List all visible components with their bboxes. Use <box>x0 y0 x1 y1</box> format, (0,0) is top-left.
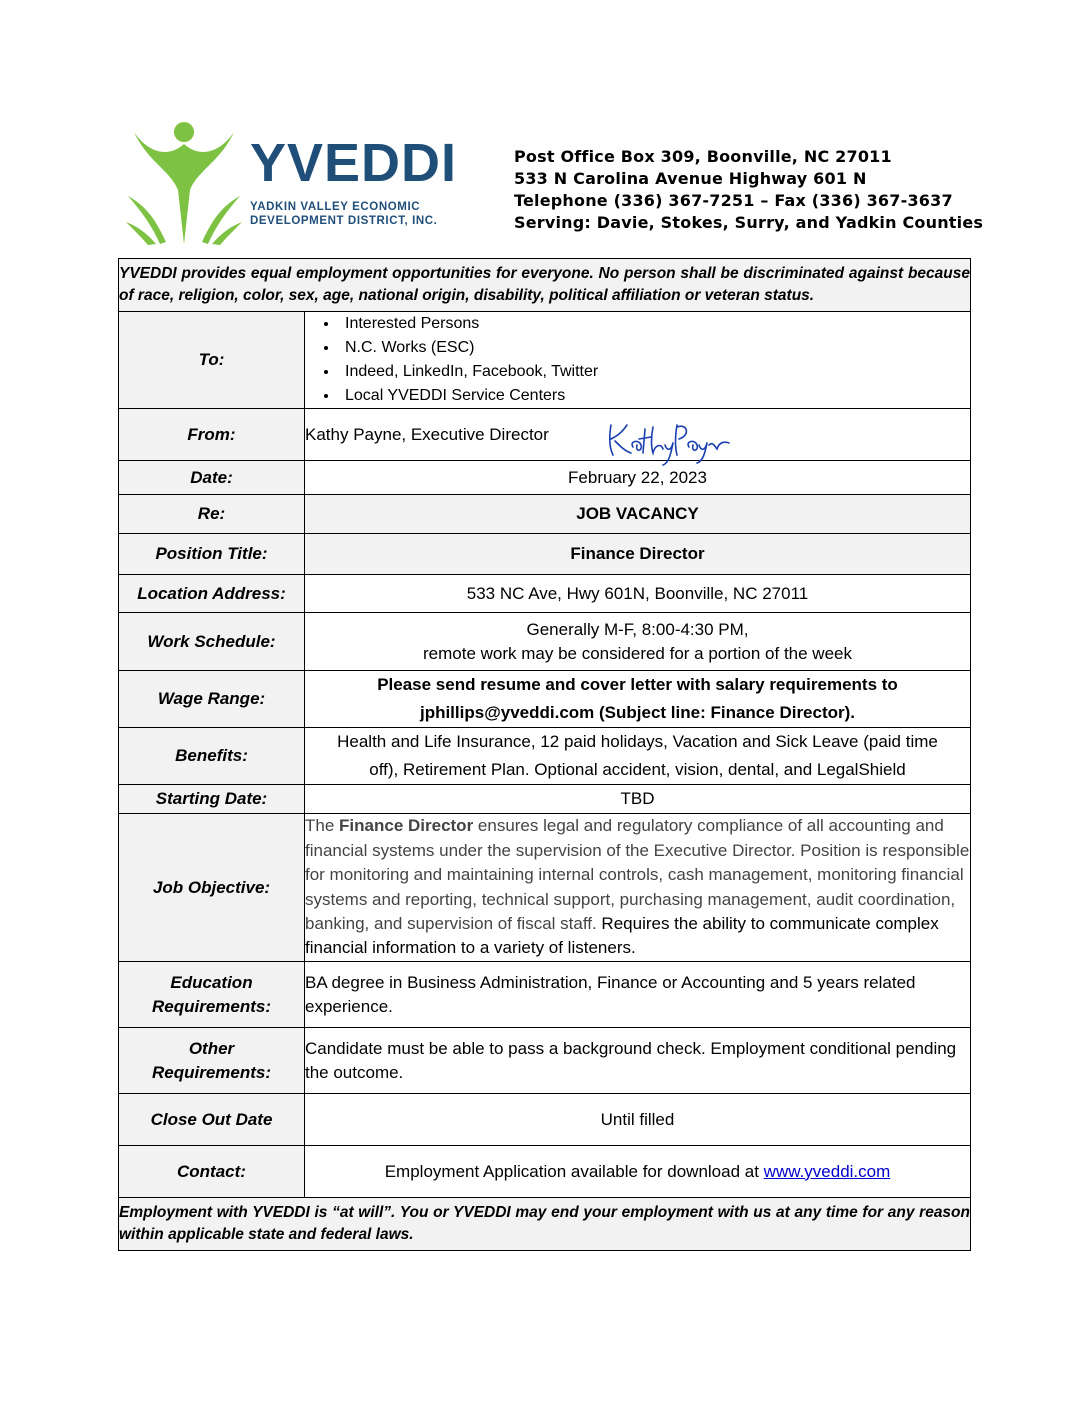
location-row <box>119 575 971 613</box>
location-label: Location Address: <box>119 575 305 613</box>
other-row <box>119 1028 971 1094</box>
closeout-row <box>119 1094 971 1146</box>
other-label-line1: Other <box>188 1038 235 1058</box>
from-row <box>119 409 971 461</box>
schedule-line2: remote work may be considered for a portion of the week <box>423 643 852 663</box>
education-label-line2: Requirements: <box>151 996 272 1016</box>
objective-prefix: The <box>305 816 340 836</box>
address-line: Post Office Box 309, Boonville, NC 27011 <box>514 147 892 166</box>
list-item: • Indeed, LinkedIn, Facebook, Twitter <box>339 360 970 384</box>
starting-row <box>119 785 971 814</box>
recipients-list <box>305 312 970 408</box>
benefits-label: Benefits: <box>119 728 305 785</box>
date-row <box>119 461 971 495</box>
position-label: Position Title: <box>119 534 305 575</box>
location-value: 533 NC Ave, Hwy 601N, Boonville, NC 27011 <box>305 575 971 613</box>
education-label <box>119 962 305 1028</box>
at-will-notice: Employment with YVEDDI is “at will”. You or YVEDDI may end your employment with us at any time for any reason within applicable state and federal laws. <box>119 1198 971 1251</box>
logo-subtitle-line2: DEVELOPMENT DISTRICT, INC. <box>250 215 438 227</box>
objective-row <box>119 814 971 962</box>
from-name: Kathy Payne, Executive Director <box>305 424 549 444</box>
address-line: 533 N Carolina Avenue Highway 601 N <box>514 169 867 188</box>
re-row <box>119 495 971 534</box>
logo-subtitle <box>250 200 437 228</box>
at-will-notice-row <box>119 1198 971 1251</box>
objective-label: Job Objective: <box>119 814 305 962</box>
contact-text: Employment Application available for download at <box>384 1161 764 1181</box>
logo-figure-icon <box>126 120 246 245</box>
address-line: Serving: Davie, Stokes, Surry, and Yadkin Counties <box>514 213 984 232</box>
schedule-label: Work Schedule: <box>119 613 305 671</box>
to-label: To: <box>119 312 305 409</box>
wage-line1: Please send resume and cover letter with salary requirements to <box>377 675 898 694</box>
equal-opportunity-notice: YVEDDI provides equal employment opportunities for everyone. No person shall be discriminated against because of race, religion, color, sex, age, national origin, disability, political affiliation or veteran status. <box>119 259 971 312</box>
website-link[interactable]: www.yveddi.com <box>763 1161 891 1181</box>
yveddi-logo <box>126 120 456 245</box>
re-label: Re: <box>119 495 305 534</box>
contact-value <box>305 1146 971 1198</box>
from-value <box>305 409 971 461</box>
date-value: February 22, 2023 <box>305 461 971 495</box>
schedule-line1: Generally M-F, 8:00-4:30 PM, <box>526 619 749 639</box>
other-label <box>119 1028 305 1094</box>
closeout-value: Until filled <box>305 1094 971 1146</box>
benefits-row <box>119 728 971 785</box>
benefits-line2: off), Retirement Plan. Optional accident, vision, dental, and LegalShield <box>369 760 906 779</box>
education-label-line1: Education <box>170 972 253 992</box>
education-value: BA degree in Business Administration, Finance or Accounting and 5 years related experience. <box>305 962 971 1028</box>
benefits-value <box>305 728 971 785</box>
schedule-row <box>119 613 971 671</box>
position-row <box>119 534 971 575</box>
list-item: • Interested Persons <box>339 312 970 336</box>
objective-bold: Finance Director <box>339 816 474 836</box>
starting-value: TBD <box>305 785 971 814</box>
logo-subtitle-line1: YADKIN VALLEY ECONOMIC <box>250 201 421 213</box>
closeout-label: Close Out Date <box>119 1094 305 1146</box>
wage-value <box>305 671 971 728</box>
logo-name: YVEDDI <box>250 133 458 193</box>
wage-row <box>119 671 971 728</box>
starting-label: Starting Date: <box>119 785 305 814</box>
list-item: • N.C. Works (ESC) <box>339 336 970 360</box>
other-value: Candidate must be able to pass a background check. Employment conditional pending the outcome. <box>305 1028 971 1094</box>
to-row <box>119 312 971 409</box>
other-label-line2: Requirements: <box>151 1062 272 1082</box>
schedule-value <box>305 613 971 671</box>
re-value: JOB VACANCY <box>305 495 971 534</box>
objective-text: ensures legal and regulatory compliance of all accounting and financial systems under the supervision of the Executive Director. Position is responsible for monitoring and maintaining internal controls, cash management, monitoring financial systems and reporting, technical support, purchasing management, audit coordination, banking, and supervision of fiscal staff. <box>305 816 970 933</box>
objective-value <box>305 814 971 962</box>
list-item: • Local YVEDDI Service Centers <box>339 384 970 408</box>
job-vacancy-table <box>118 258 971 1251</box>
position-title: Finance Director <box>305 534 971 575</box>
address-block <box>514 146 983 234</box>
benefits-line1: Health and Life Insurance, 12 paid holidays, Vacation and Sick Leave (paid time <box>337 732 938 751</box>
contact-row <box>119 1146 971 1198</box>
from-label: From: <box>119 409 305 461</box>
objective-text-dark: Requires the ability to communicate complex financial information to a variety of listeners. <box>305 913 939 958</box>
address-line: Telephone (336) 367-7251 – Fax (336) 367-3637 <box>514 191 953 210</box>
education-row <box>119 962 971 1028</box>
equal-opportunity-notice-row <box>119 259 971 312</box>
signature <box>605 417 735 467</box>
wage-line2: jphillips@yveddi.com (Subject line: Finance Director). <box>419 703 856 722</box>
wage-label: Wage Range: <box>119 671 305 728</box>
contact-label: Contact: <box>119 1146 305 1198</box>
to-value <box>305 312 971 409</box>
date-label: Date: <box>119 461 305 495</box>
